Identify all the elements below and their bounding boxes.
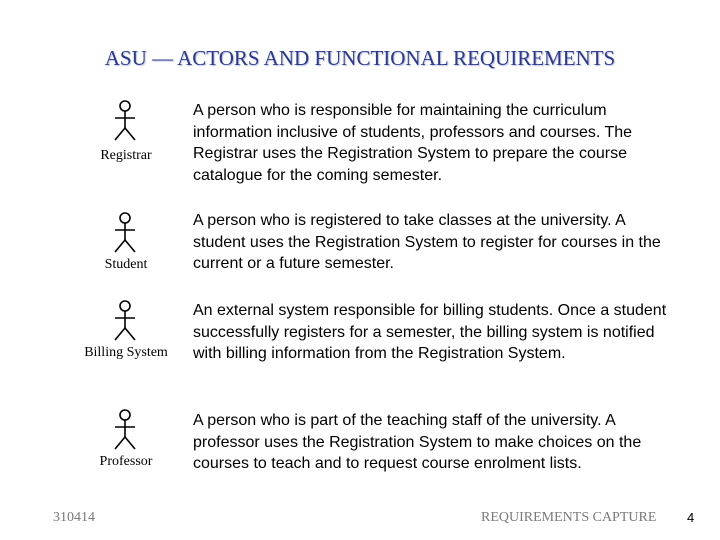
stick-figure-icon: [112, 100, 138, 144]
actor-label: Student: [104, 257, 148, 272]
footer-date: 310414: [53, 510, 95, 525]
stick-figure-icon: [112, 409, 138, 453]
actor-description: A person who is part of the teaching staff of the university. A professor uses the Registration System to make choices on the courses to teach and to request course enrolment lists.: [193, 412, 642, 472]
actor-label: Professor: [99, 454, 153, 469]
footer-section-title: REQUIREMENTS CAPTURE: [481, 510, 657, 525]
stick-figure-icon: [112, 212, 138, 256]
actor-description: A person who is responsible for maintaining the curriculum information inclusive of students, professors and courses. The Registrar uses the Registration System to prepare the course catalogue for the coming semester.: [193, 102, 633, 184]
stick-figure-icon: [112, 300, 138, 344]
slide-title: ASU — ACTORS AND FUNCTIONAL REQUIREMENTS: [104, 46, 616, 70]
actor-label: Registrar: [100, 148, 152, 163]
actor-description: An external system responsible for billing students. Once a student successfully registers for a semester, the billing system is notified with billing information from the Registration System.: [193, 302, 667, 362]
actor-description: A person who is registered to take classes at the university. A student uses the Registration System to register for courses in the current or a future semester.: [193, 212, 661, 272]
actor-label: Billing System: [84, 345, 168, 360]
page-number: 4: [687, 510, 695, 525]
